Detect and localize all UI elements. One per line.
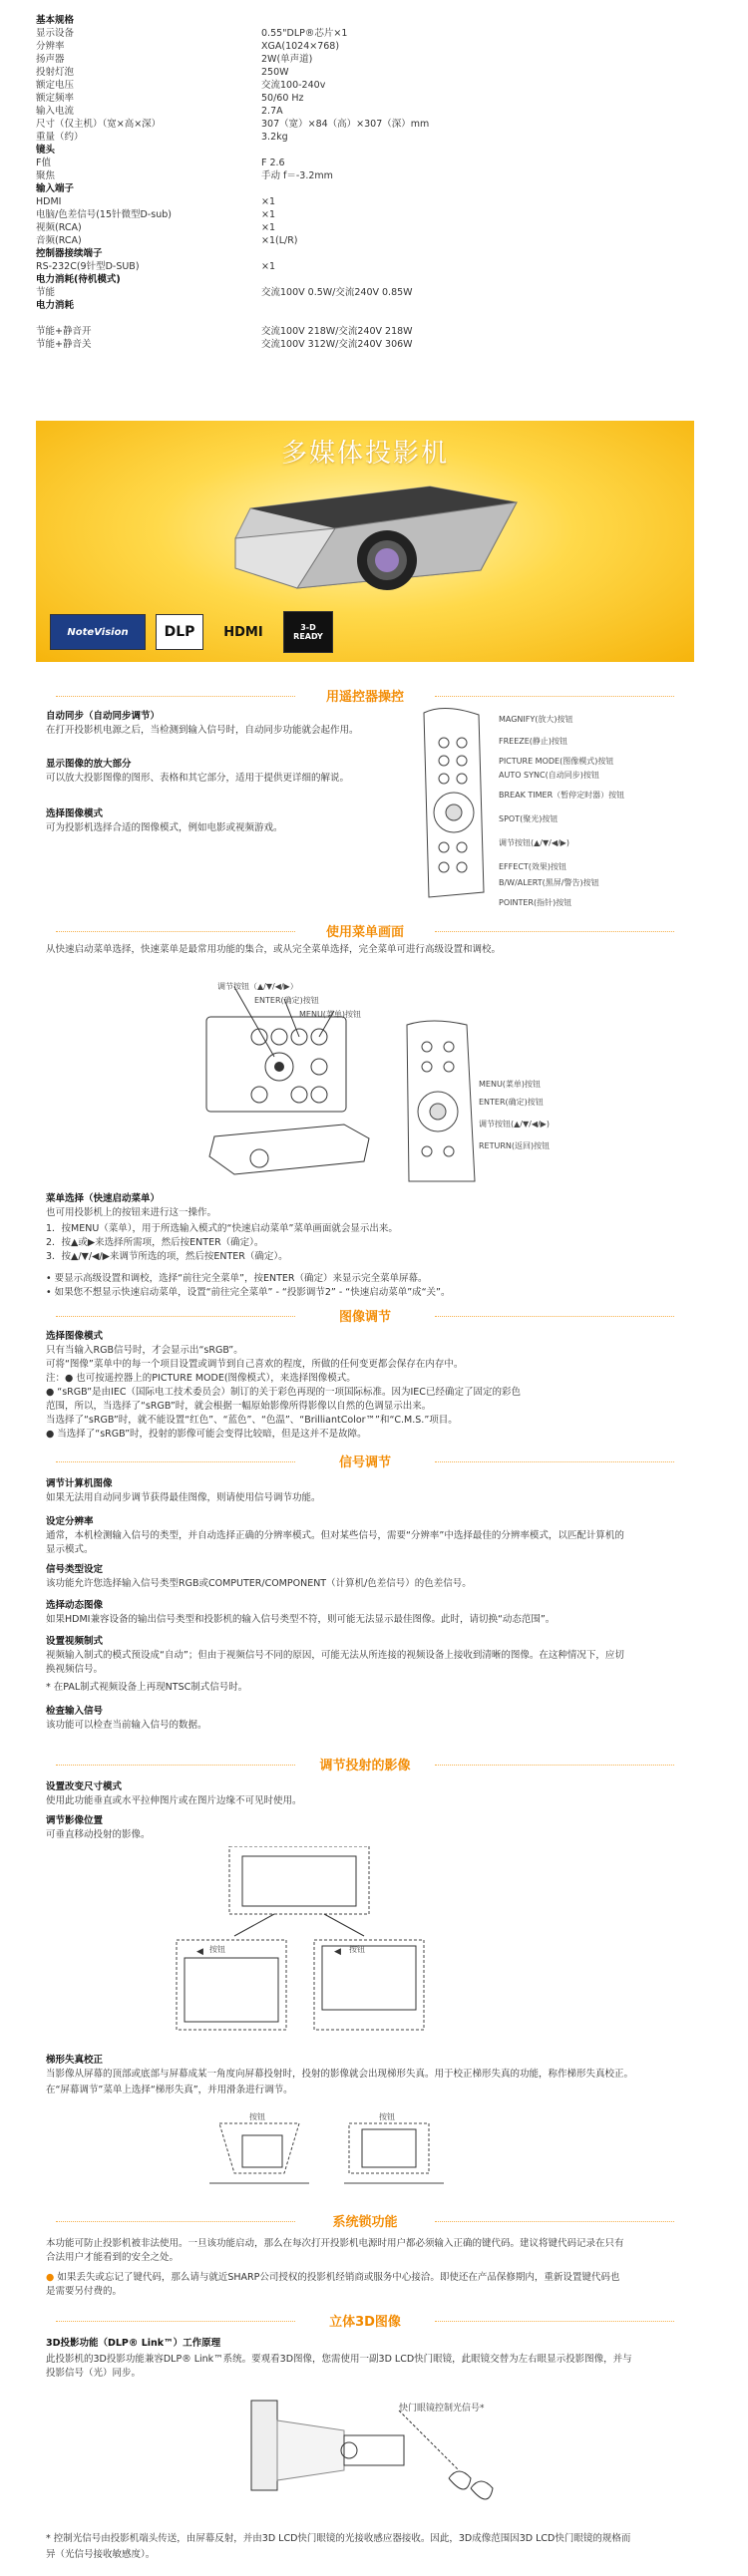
item-text: 3．按▲/▼/◀/▶来调节所选的项，然后按ENTER（确定）。 [46,1251,288,1262]
item-heading: 设置改变尺寸模式 [46,1781,123,1792]
item-text: 合法用户才能看到的安全之处。 [46,2252,180,2263]
remote-label: POINTER(指针)按钮 [499,898,572,907]
spec-row [36,182,724,195]
menu-label: ENTER(确定)按钮 [479,1098,544,1107]
spec-row [36,338,724,351]
remote-menu-diagram [397,1017,487,1186]
section-title-adjust: 调节投射的影像 [36,1755,694,1773]
spec-key: 重量（约） [36,132,84,143]
spec-row [36,14,724,27]
item-heading: 显示图像的放大部分 [46,759,132,770]
item-heading: 检查输入信号 [46,1706,104,1717]
note-text: • 要显示高级设置和调校，选择“前往完全菜单”，按ENTER（确定）来显示完全菜单屏幕。 [46,1273,428,1284]
note-text: • 如果您不想显示快速启动菜单，设置“前往完全菜单” - “投影调节2” - “快速启动菜单”成“关”。 [46,1287,451,1298]
notevision-logo: NoteVision [50,614,146,650]
spec-row [36,131,724,144]
item-text: 该功能允许您选择输入信号类型RGB或COMPUTER/COMPONENT（计算机/色差信号）的色差信号。 [46,1578,472,1589]
spec-key: 电脑/色差信号(15针微型D-sub) [36,209,172,220]
remote-label: B/W/ALERT(黑屏/警告)按钮 [499,878,599,887]
remote-label: FREEZE(静止)按钮 [499,737,568,746]
item-text: 当选择了“sRGB”时，就不能设置“红色”、“蓝色”、“色温”、“BrilliantColor™”和“C.M.S.”项目。 [46,1415,458,1426]
section-title-3d: 立体3D图像 [36,2311,694,2330]
note-text: * 控制光信号由投影机端头传送，由屏幕反射，并由3D LCD快门眼镜的光接收感应器接收。因此，3D成像范围因3D LCD快门眼镜的规格而 [46,2533,631,2544]
item-heading: 选择图像模式 [46,808,104,819]
item-text: 本功能可防止投影机被非法使用。一旦该功能启动，那么在每次打开投影机电源时用户都必须输入正确的键代码。建议将键代码记录在只有 [46,2238,624,2249]
button-label: 按钮 [249,2112,265,2121]
3d-ready-logo: 3-D READY [283,611,333,653]
spec-key: 电力消耗 [36,300,75,311]
spec-key: 尺寸（仅主机）（宽×高×深） [36,119,162,130]
item-text: 在打开投影机电源之后，当检测到输入信号时，自动同步功能就会起作用。 [46,725,359,736]
spec-row [36,66,724,79]
spec-row [36,40,724,53]
remote-label: PICTURE MODE(图像模式)按钮 [499,757,614,766]
spec-key: 扬声器 [36,54,65,65]
item-text: 投影信号（光）同步。 [46,2368,142,2379]
spec-row [36,27,724,40]
spec-row [36,312,724,325]
item-text: 在“屏幕调节”菜单上选择“梯形失真”，并用滑条进行调节。 [46,2085,293,2095]
spec-value: ×1 [261,196,276,207]
spec-row [36,273,724,286]
svg-text:◀: ◀ [334,1947,341,1957]
spec-row [36,118,724,131]
spec-value: ×1 [261,222,276,233]
spec-key: 分辨率 [36,41,65,52]
spec-row [36,221,724,234]
spec-row [36,144,724,157]
item-text: 可以放大投影图像的图形、表格和其它部分，适用于提供更详细的解说。 [46,773,350,784]
menu-label: 调节按钮(▲/▼/◀/▶) [479,1120,550,1128]
spec-row [36,79,724,92]
spec-row [36,195,724,208]
spec-key: 基本规格 [36,15,75,26]
glasses-label: 快门眼镜控制光信号* [399,2404,485,2414]
item-text: 范围，所以，当选择了“sRGB”时，就会根据一幅原始影像所得影像以自然的色调显示出来。 [46,1401,432,1412]
spec-key: 节能 [36,287,56,298]
spec-row [36,92,724,105]
remote-label: 调节按钮(▲/▼/◀/▶) [499,838,569,847]
item-text: 注：● 也可按遥控器上的PICTURE MODE(图像模式），来选择图像模式。 [46,1373,356,1384]
spec-value: 交流100V 0.5W/交流240V 0.85W [261,287,413,298]
spec-key: 额定电压 [36,80,75,91]
spec-key: 控制器接续端子 [36,248,103,259]
spec-row [36,286,724,299]
spec-row [36,53,724,66]
spec-value: 交流100V 312W/交流240V 306W [261,339,413,350]
spec-key: RS-232C(9针型D-SUB) [36,261,140,272]
item-text: ● “sRGB”是由IEC（国际电工技术委员会）制订的关于彩色再现的一项国际标准。因为IEC已经确定了固定的彩色 [46,1387,521,1398]
section-title-menu: 使用菜单画面 [36,921,694,940]
item-heading: 选择动态图像 [46,1600,104,1611]
product-banner [36,421,694,662]
spec-value: 3.2kg [261,132,288,143]
spec-key: 额定频率 [36,93,75,104]
spec-key: 输入端子 [36,183,75,194]
remote-label: SPOT(聚光)按钮 [499,814,559,823]
section-intro: 从快速启动菜单选择，快速菜单是最常用功能的集合，或从完全菜单选择，完全菜单可进行高级设置和调校。 [46,944,502,955]
remote-label: BREAK TIMER（暂停定时器）按钮 [499,791,625,800]
spec-row [36,299,724,312]
menu-label: RETURN(返回)按钮 [479,1141,551,1150]
button-label: 按钮 [209,1945,225,1954]
menu-label: ENTER(确定)按钮 [254,996,319,1005]
spec-key: 节能+静音关 [36,339,92,350]
spec-row [36,169,724,182]
section-title-signal: 信号调节 [36,1451,694,1470]
spec-row [36,157,724,169]
spec-key: F值 [36,158,51,168]
spec-row [36,208,724,221]
spec-key: 节能+静音开 [36,326,92,337]
item-text: 如果HDMI兼容设备的输出信号类型和投影机的输入信号类型不符，则可能无法显示最佳图像。此时，请切换“动态范围”。 [46,1614,556,1625]
dlp-logo: DLP [156,614,203,650]
item-text: ● 当选择了“sRGB”时，投射的影像可能会变得比较暗，但是这并不是故障。 [46,1429,367,1440]
remote-label: EFFECT(效果)按钮 [499,862,567,871]
item-text: 可将“图像”菜单中的每一个项目设置或调节到自己喜欢的程度，所做的任何变更都会保存在内存中。 [46,1359,464,1370]
spec-value: F 2.6 [261,158,285,168]
menu-label: MENU(菜单)按钮 [299,1010,362,1019]
item-heading: 梯形失真校正 [46,2055,104,2066]
item-text: 换视频信号。 [46,1664,104,1675]
spec-value: 2W(单声道) [261,54,313,65]
spec-key: 投射灯泡 [36,67,75,78]
item-text: 只有当输入RGB信号时，才会显示出“sRGB”。 [46,1345,243,1356]
spec-table [36,14,724,351]
note-body: 如果丢失或忘记了键代码，那么请与就近SHARP公司授权的投影机经销商或服务中心接洽。即使还在产品保修期内，重新设置键代码也 [57,2272,620,2283]
item-text: 通常，本机检测输入信号的类型，并自动选择正确的分辨率模式。但对某些信号，需要“分辨率”中选择最佳的分辨率模式，以匹配计算机的 [46,1530,624,1541]
spec-key: 视频(RCA) [36,222,82,233]
logo-row [50,612,333,652]
spec-row [36,105,724,118]
spec-key: HDMI [36,196,62,207]
item-text: 使用此功能垂直或水平拉伸图片或在图片边缘不可见时使用。 [46,1795,302,1806]
svg-text:◀: ◀ [196,1947,203,1957]
section-title-lock: 系统锁功能 [36,2211,694,2230]
spec-value: 交流100V 218W/交流240V 218W [261,326,413,337]
item-text: 显示模式。 [46,1544,94,1555]
section-title-picture: 图像调节 [36,1306,694,1325]
item-heading: 调节影像位置 [46,1815,104,1826]
bullet-icon: ● [46,2272,58,2283]
spec-value: ×1 [261,209,276,220]
menu-label: MENU(菜单)按钮 [479,1080,542,1089]
spec-key: 音频(RCA) [36,235,82,246]
section-title-remote: 用遥控器操控 [36,686,694,705]
banner-title: 多媒体投影机 [280,439,449,469]
item-heading: 自动同步（自动同步调节） [46,711,161,722]
item-text: 视频输入制式的模式预设成“自动”；但由于视频信号不同的原因，可能无法从所连接的视频设备上接收到清晰的图像。在这种情况下，应切 [46,1650,624,1661]
spec-key: 镜头 [36,145,56,156]
item-text: 可为投影机选择合适的图像模式，例如电影或视频游戏。 [46,822,283,833]
item-text: 1．按MENU（菜单），用于所选输入模式的“快速启动菜单”菜单画面就会显示出来。 [46,1223,398,1234]
spec-key: 输入电流 [36,106,75,117]
spec-row [36,234,724,247]
item-heading: 调节计算机图像 [46,1478,113,1489]
item-heading: 3D投影功能（DLP® Link™）工作原理 [46,2338,221,2349]
spec-value: 250W [261,67,289,78]
spec-row [36,325,724,338]
item-heading: 设定分辨率 [46,1516,94,1527]
remote-label: AUTO SYNC(自动同步)按钮 [499,771,599,780]
item-text: 此投影机的3D投影功能兼容DLP® Link™系统。要观看3D图像，您需使用一副3D LCD快门眼镜，此眼镜交替为左右眼显示投影图像，并与 [46,2354,632,2365]
item-heading: 菜单选择（快速启动菜单） [46,1193,161,1204]
remote-label: MAGNIFY(放大)按钮 [499,715,573,724]
item-text: * 在PAL制式视频设备上再现NTSC制式信号时。 [46,1682,248,1693]
spec-value: 2.7A [261,106,283,117]
item-text: 可垂直移动投射的影像。 [46,1829,151,1840]
spec-value: XGA(1024×768) [261,41,340,52]
item-text: 2．按▲或▶来选择所需项，然后按ENTER（确定）。 [46,1237,264,1248]
note-text: 是需要另付费的。 [46,2286,123,2297]
spec-value: 0.55"DLP®芯片×1 [261,28,348,39]
item-text: 如果无法用自动同步调节获得最佳图像，则请使用信号调节功能。 [46,1492,321,1503]
keystone-diagram [204,2113,464,2193]
item-text: 也可用投影机上的按钮来进行这一操作。 [46,1207,217,1218]
spec-value: 50/60 Hz [261,93,304,104]
spec-row [36,260,724,273]
spec-value: 手动 f＝-3.2mm [261,170,333,181]
note-text [46,2271,619,2285]
item-heading: 设置视频制式 [46,1636,104,1647]
button-label: 按钮 [349,1945,365,1954]
item-text: 该功能可以检查当前输入信号的数据。 [46,1720,207,1731]
item-heading: 信号类型设定 [46,1564,104,1575]
note-text: 异（光信号接收敏感度）。 [46,2549,156,2560]
item-heading: 选择图像模式 [46,1331,104,1342]
spec-key: 电力消耗(待机模式) [36,274,121,285]
item-text: 当影像从屏幕的顶部或底部与屏幕成某一角度向屏幕投射时，投射的影像就会出现梯形失真。用于校正梯形失真的功能，称作梯形失真校正。 [46,2069,634,2080]
spec-value: 交流100-240v [261,80,326,91]
hdmi-logo: HDMI [223,624,263,640]
remote-control-diagram [384,703,504,902]
spec-value: ×1(L/R) [261,235,298,246]
spec-value: 307（宽）×84（高）×307（深）mm [261,119,430,130]
button-label: 按钮 [379,2112,395,2121]
spec-row [36,247,724,260]
spec-key: 聚焦 [36,170,56,181]
spec-value: ×1 [261,261,276,272]
menu-label: 调节按钮（▲/▼/◀/▶） [217,982,298,991]
spec-key: 显示设备 [36,28,75,39]
